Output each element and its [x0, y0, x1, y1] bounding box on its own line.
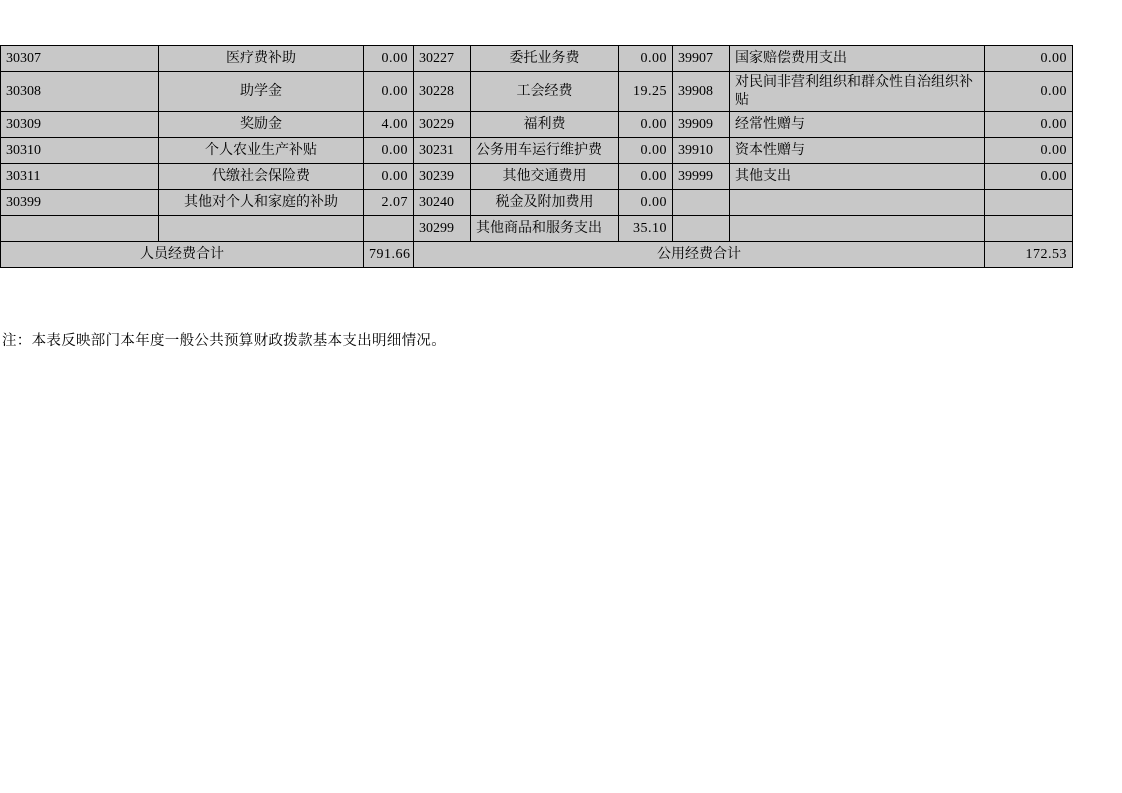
cell-code: 30299 — [414, 216, 471, 242]
cell-name: 资本性赠与 — [730, 138, 985, 164]
cell-name: 个人农业生产补贴 — [159, 138, 364, 164]
cell-value: 0.00 — [985, 164, 1073, 190]
cell-value: 0.00 — [364, 138, 414, 164]
budget-detail-table — [0, 45, 1073, 268]
cell-name: 其他商品和服务支出 — [471, 216, 619, 242]
public-total-label: 公用经费合计 — [414, 242, 985, 268]
cell-value: 2.07 — [364, 190, 414, 216]
cell-code: 30240 — [414, 190, 471, 216]
cell-value: 0.00 — [364, 72, 414, 112]
table-row — [1, 138, 1073, 164]
cell-code: 30231 — [414, 138, 471, 164]
cell-value: 35.10 — [619, 216, 673, 242]
cell-code: 30229 — [414, 112, 471, 138]
cell-value — [985, 216, 1073, 242]
cell-name — [730, 190, 985, 216]
cell-value: 0.00 — [985, 138, 1073, 164]
cell-name: 代缴社会保险费 — [159, 164, 364, 190]
table-row — [1, 216, 1073, 242]
public-total-value: 172.53 — [985, 242, 1073, 268]
cell-name: 工会经费 — [471, 72, 619, 112]
table-note: 注：本表反映部门本年度一般公共预算财政拨款基本支出明细情况。 — [2, 333, 446, 349]
cell-name: 医疗费补助 — [159, 46, 364, 72]
personnel-total-label: 人员经费合计 — [1, 242, 364, 268]
cell-value: 0.00 — [619, 190, 673, 216]
cell-code: 30308 — [1, 72, 159, 112]
table-row — [1, 72, 1073, 112]
cell-code: 30309 — [1, 112, 159, 138]
personnel-total-value: 791.66 — [364, 242, 414, 268]
cell-code: 30310 — [1, 138, 159, 164]
cell-value: 0.00 — [619, 112, 673, 138]
cell-code: 30228 — [414, 72, 471, 112]
cell-value: 19.25 — [619, 72, 673, 112]
cell-code — [1, 216, 159, 242]
cell-value: 0.00 — [364, 164, 414, 190]
cell-name: 福利费 — [471, 112, 619, 138]
cell-name: 助学金 — [159, 72, 364, 112]
cell-value: 0.00 — [364, 46, 414, 72]
cell-code: 39907 — [673, 46, 730, 72]
table-row — [1, 190, 1073, 216]
cell-value: 0.00 — [985, 72, 1073, 112]
cell-value — [985, 190, 1073, 216]
cell-code: 39908 — [673, 72, 730, 112]
cell-name: 税金及附加费用 — [471, 190, 619, 216]
cell-name — [730, 216, 985, 242]
cell-name: 委托业务费 — [471, 46, 619, 72]
cell-name — [159, 216, 364, 242]
cell-value: 0.00 — [619, 46, 673, 72]
cell-name: 其他交通费用 — [471, 164, 619, 190]
cell-value: 0.00 — [619, 164, 673, 190]
cell-name: 奖励金 — [159, 112, 364, 138]
cell-code: 39999 — [673, 164, 730, 190]
cell-value: 0.00 — [619, 138, 673, 164]
cell-name: 其他支出 — [730, 164, 985, 190]
cell-code: 30239 — [414, 164, 471, 190]
cell-value — [364, 216, 414, 242]
cell-code — [673, 216, 730, 242]
cell-code: 30227 — [414, 46, 471, 72]
budget-sheet — [0, 45, 1072, 349]
cell-name: 国家赔偿费用支出 — [730, 46, 985, 72]
table-row — [1, 46, 1073, 72]
table-row — [1, 164, 1073, 190]
cell-name: 经常性赠与 — [730, 112, 985, 138]
cell-code — [673, 190, 730, 216]
cell-name: 对民间非营利组织和群众性自治组织补贴 — [730, 72, 985, 112]
cell-name: 公务用车运行维护费 — [471, 138, 619, 164]
table-total-row — [1, 242, 1073, 268]
cell-value: 0.00 — [985, 46, 1073, 72]
cell-name: 其他对个人和家庭的补助 — [159, 190, 364, 216]
cell-code: 39909 — [673, 112, 730, 138]
table-row — [1, 112, 1073, 138]
cell-code: 30399 — [1, 190, 159, 216]
cell-code: 30311 — [1, 164, 159, 190]
cell-code: 39910 — [673, 138, 730, 164]
cell-value: 0.00 — [985, 112, 1073, 138]
cell-value: 4.00 — [364, 112, 414, 138]
cell-code: 30307 — [1, 46, 159, 72]
